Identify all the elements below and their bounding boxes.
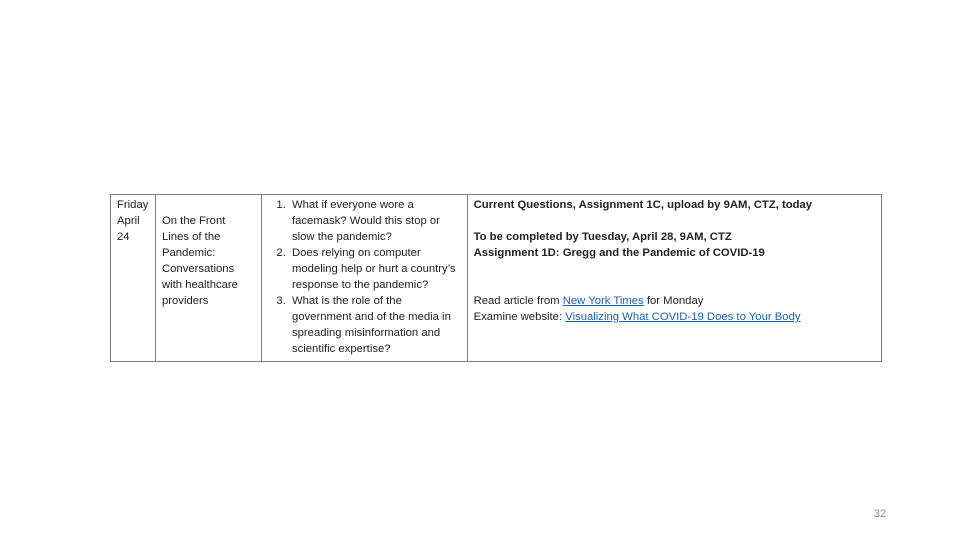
table-row	[111, 195, 882, 362]
assignment-1d-title: Assignment 1D: Gregg and the Pandemic of COVID-19	[473, 247, 765, 259]
spacer	[474, 213, 875, 229]
due-date-text: To be completed by Tuesday, April 28, 9AM, CTZ	[473, 231, 732, 243]
new-york-times-link[interactable]: New York Times	[562, 295, 644, 307]
topic-cell	[155, 195, 261, 362]
assignments-cell	[467, 195, 881, 362]
spacer	[474, 261, 875, 293]
date-text: 24	[117, 231, 130, 243]
question-item: 3. What is the role of the government and of the media in spreading misinformation and scientific expertise?	[289, 293, 461, 357]
visualizing-covid-link[interactable]: Visualizing What COVID-19 Does to Your Body	[565, 311, 801, 323]
examine-prefix: Examine website:	[473, 311, 566, 323]
examine-website-line	[474, 309, 875, 325]
topic-text: On the Front Lines of the Pandemic: Conversations with healthcare providers	[161, 215, 238, 307]
schedule-table	[110, 194, 882, 362]
read-prefix: Read article from	[473, 295, 563, 307]
read-article-line	[474, 293, 875, 309]
read-suffix: for Monday	[643, 295, 704, 307]
month-text: April	[117, 215, 140, 227]
questions-cell	[261, 195, 467, 362]
day-text: Friday	[117, 199, 149, 211]
question-item: 1. What if everyone wore a facemask? Would this stop or slow the pandemic?	[289, 197, 461, 245]
questions-list	[268, 197, 461, 357]
page-number: 32	[873, 508, 886, 520]
current-assignment: Current Questions, Assignment 1C, upload by 9AM, CTZ, today	[473, 199, 813, 211]
date-cell	[111, 195, 156, 362]
question-item: 2. Does relying on computer modeling help or hurt a country’s response to the pandemic?	[289, 245, 461, 293]
